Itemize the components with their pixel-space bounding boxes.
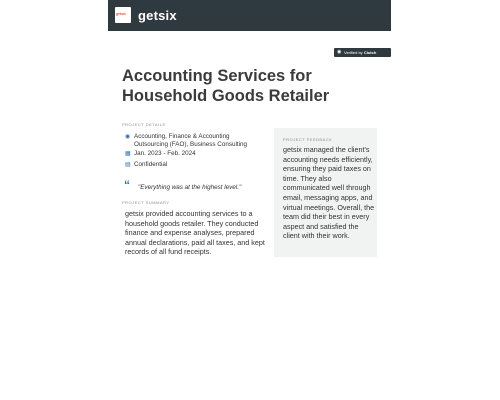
company-name[interactable]: getsix — [138, 8, 177, 23]
project-page — [108, 0, 391, 400]
project-feedback-text: getsix managed the client's accounting needs efficiently, ensuring they paid taxes on time. They also communicated well through email, messaging apps, and virtual meetings. Overall, the team did their best in every aspect and satisfied the client with their work. — [283, 145, 375, 241]
review-quote: "Everything was at the highest level." — [138, 184, 242, 191]
project-details-label: PROJECT DETAILS — [122, 122, 166, 127]
detail-dates-text: Jan. 2023 - Feb. 2024 — [134, 150, 196, 157]
verified-brand: Clutch — [363, 50, 377, 55]
project-summary-label: PROJECT SUMMARY — [122, 200, 170, 205]
page-title: Accounting Services for Household Goods Retailer — [122, 67, 330, 105]
quote-icon: “ — [124, 178, 130, 192]
shield-icon: ◉ — [337, 49, 342, 55]
verified-badge[interactable] — [334, 48, 391, 57]
tag-icon: ◉ — [125, 134, 131, 140]
verified-text — [344, 48, 376, 57]
company-logo[interactable] — [115, 7, 131, 23]
calendar-icon: ▦ — [125, 151, 131, 157]
header-bar — [108, 0, 391, 31]
detail-budget-text: Confidential — [134, 161, 168, 168]
verified-prefix: Verified by — [344, 50, 363, 55]
budget-icon: ▤ — [125, 162, 131, 168]
project-summary-text: getsix provided accounting services to a household goods retailer. They conducted finance and expense analyses, prepared annual declarations, paid all taxes, and kept records of all fund receipts. — [125, 209, 265, 256]
project-feedback-label: PROJECT FEEDBACK — [283, 137, 333, 142]
logo-text: getsix — [116, 12, 126, 16]
detail-services-text: Accounting, Finance & Accounting Outsourcing (FAO), Business Consulting — [134, 133, 248, 148]
